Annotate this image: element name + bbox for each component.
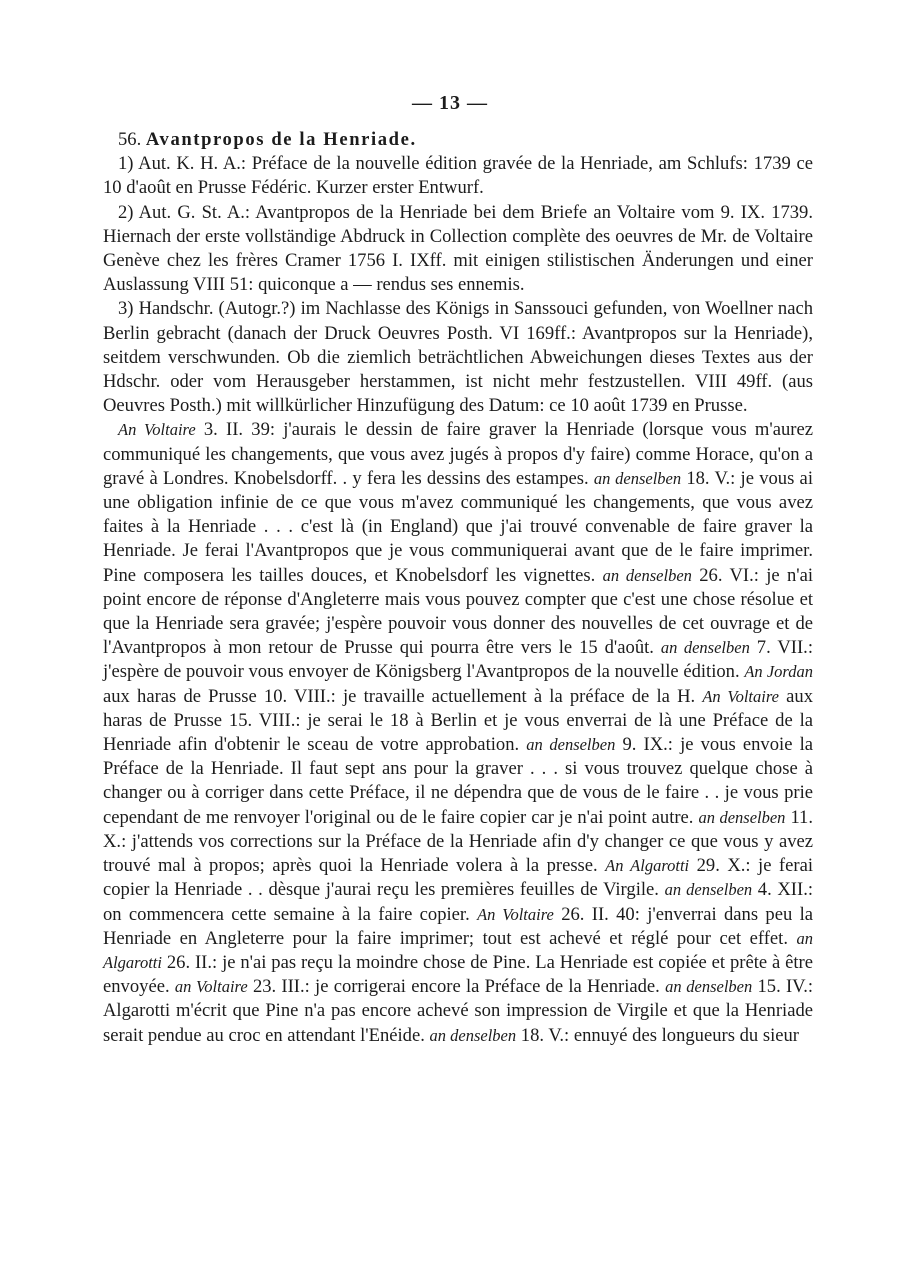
letter-excerpt: 9. IX.: je vous envoie la Préface de la Henriade. Il faut sept ans pour la graver . . . si vous trouvez quelque chose à changer ou à corriger dans cette Préface, il ne dépendra que de vous de le faire . . je vous prie cependant de me renvoyer l'original ou de le faire copier car je n'ai point autre. — [103, 734, 813, 828]
letter-excerpt: 29. X.: je ferai copier la Henriade . . dèsque j'aurai reçu les premières feuilles de Virgile. — [103, 855, 813, 901]
source-paragraph-1: 1) Aut. K. H. A.: Préface de la nouvelle édition gravée de la Henriade, am Schlufs: 1739 ce 10 d'août en Prusse Fédéric. Kurzer erster Entwurf. — [103, 153, 813, 199]
letter-excerpt: aux haras de Prusse 10. VIII.: je travaille actuellement à la préface de la H. — [103, 685, 703, 707]
letter-excerpt: 18. V.: ennuyé des longueurs du sieur — [516, 1024, 799, 1046]
letter-excerpt: 26. VI.: je n'ai point encore de réponse d'Angleterre mais vous pouvez compter que c'est une chose résolue et que la Henriade sera gravée; j'espère pouvoir vous donner des nouvelles de cet ouvrage et de l'Avantpropos à mon retour de Prusse qui pourra être vers le 15 d'août. — [103, 564, 814, 659]
letter-excerpt: 26. II. 40: j'enverrai dans peu la Henriade en Angleterre pour la faire imprimer; tout est achevé et réglé pour cet effet. — [103, 903, 814, 949]
letter-reference: An Voltaire — [477, 904, 554, 924]
letter-reference: an denselben — [602, 565, 692, 585]
entry-title: Avantpropos de la Henriade. — [145, 129, 417, 150]
letter-excerpt: 4. XII.: on commencera cette semaine à la faire copier. — [103, 879, 814, 925]
letter-excerpt: 11. X.: j'attends vos corrections sur la Préface de la Henriade afin d'y changer ce que vous y avez trouvé mal à propos; après quoi la Henriade volera à la presse. — [103, 806, 813, 877]
letter-reference: An Voltaire — [702, 686, 779, 706]
letter-excerpt: aux haras de Prusse 15. VIII.: je serai le 18 à Berlin et je vous enverrai de là une Préface de la Henriade afin d'obtenir le sceau de votre approbation. — [103, 685, 813, 756]
letter-excerpt: 26. II.: je n'ai pas reçu la moindre chose de Pine. La Henriade est copiée et prête à être envoyée. — [103, 951, 813, 998]
page-number: — 13 — — [412, 92, 488, 114]
letter-reference: an denselben — [526, 735, 616, 755]
letter-reference: an denselben — [429, 1025, 517, 1045]
letter-reference: an denselben — [698, 807, 786, 827]
letter-reference: an Algarotti — [103, 928, 813, 972]
entry-heading — [103, 128, 813, 152]
letter-excerpt: 15. IV.: Algarotti m'écrit que Pine n'a pas encore achevé son impression de Virgile et que la Henriade serait pendue au croc en attendant l'Enéide. — [103, 976, 814, 1046]
letter-reference: an denselben — [593, 468, 682, 488]
letter-reference: an denselben — [660, 638, 750, 658]
letter-reference: an Voltaire — [174, 977, 248, 997]
entry-number: 56. — [118, 129, 142, 150]
letter-excerpt: 3. II. 39: j'aurais le dessin de faire graver la Henriade (lorsque vous m'aurez communiqué les changements, que vous avez jugés à propos d'y faire) comme Horace, qu'on a gravé à Londres. Knobelsdorff. . y fera les dessins des estampes. — [103, 419, 813, 489]
letter-reference: an denselben — [664, 880, 753, 900]
body-text — [103, 128, 813, 1048]
letter-reference: An Algarotti — [605, 856, 690, 876]
letter-excerpt: 7. VII.: j'espère de pouvoir vous envoyer de Königsberg l'Avantpropos de la nouvelle édition. — [103, 637, 813, 683]
letter-reference: An Jordan — [744, 662, 813, 682]
letter-excerpt: 23. III.: je corrigerai encore la Préface de la Henriade. — [247, 976, 666, 998]
letter-reference: An Voltaire — [118, 420, 196, 440]
correspondence-paragraph — [103, 418, 813, 1047]
source-paragraph-2: 2) Aut. G. St. A.: Avantpropos de la Henriade bei dem Briefe an Voltaire vom 9. IX. 1739. Hiernach der erste vollständige Abdruck in Collection complète des oeuvres de Mr. de Voltaire Genève chez les frères Cramer 1756 I. IXff. mit einigen stilistischen Änderungen und einer Auslassung VIII 51: quiconque a — rendus ses ennemis. — [103, 201, 813, 296]
letter-reference: an denselben — [665, 977, 753, 997]
source-paragraph-3: 3) Handschr. (Autogr.?) im Nachlasse des Königs in Sanssouci gefunden, von Woellner nach Berlin gebracht (danach der Druck Oeuvres Posth. VI 169ff.: Avantpropos sur la Henriade), seitdem verschwunden. Ob die ziemlich beträchtlichen Abweichungen dieses Textes aus der Hdschr. oder vom Herausgeber herstammen, ist nicht mehr festzustellen. VIII 49ff. (aus Oeuvres Posth.) mit willkürlicher Hinzufügung des Datum: ce 10 août 1739 en Prusse. — [103, 298, 813, 417]
letter-excerpt: 18. V.: je vous ai une obligation infinie de ce que vous m'avez communiqué les changements, que vous avez faites à la Henriade . . . c'est là (in England) que j'ai trouvé convenable de faire graver la Henriade. Je ferai l'Avantpropos que je vous communiquerai avant que de le faire imprimer. Pine composera les tailles douces, et Knobelsdorf les vignettes. — [103, 467, 813, 586]
